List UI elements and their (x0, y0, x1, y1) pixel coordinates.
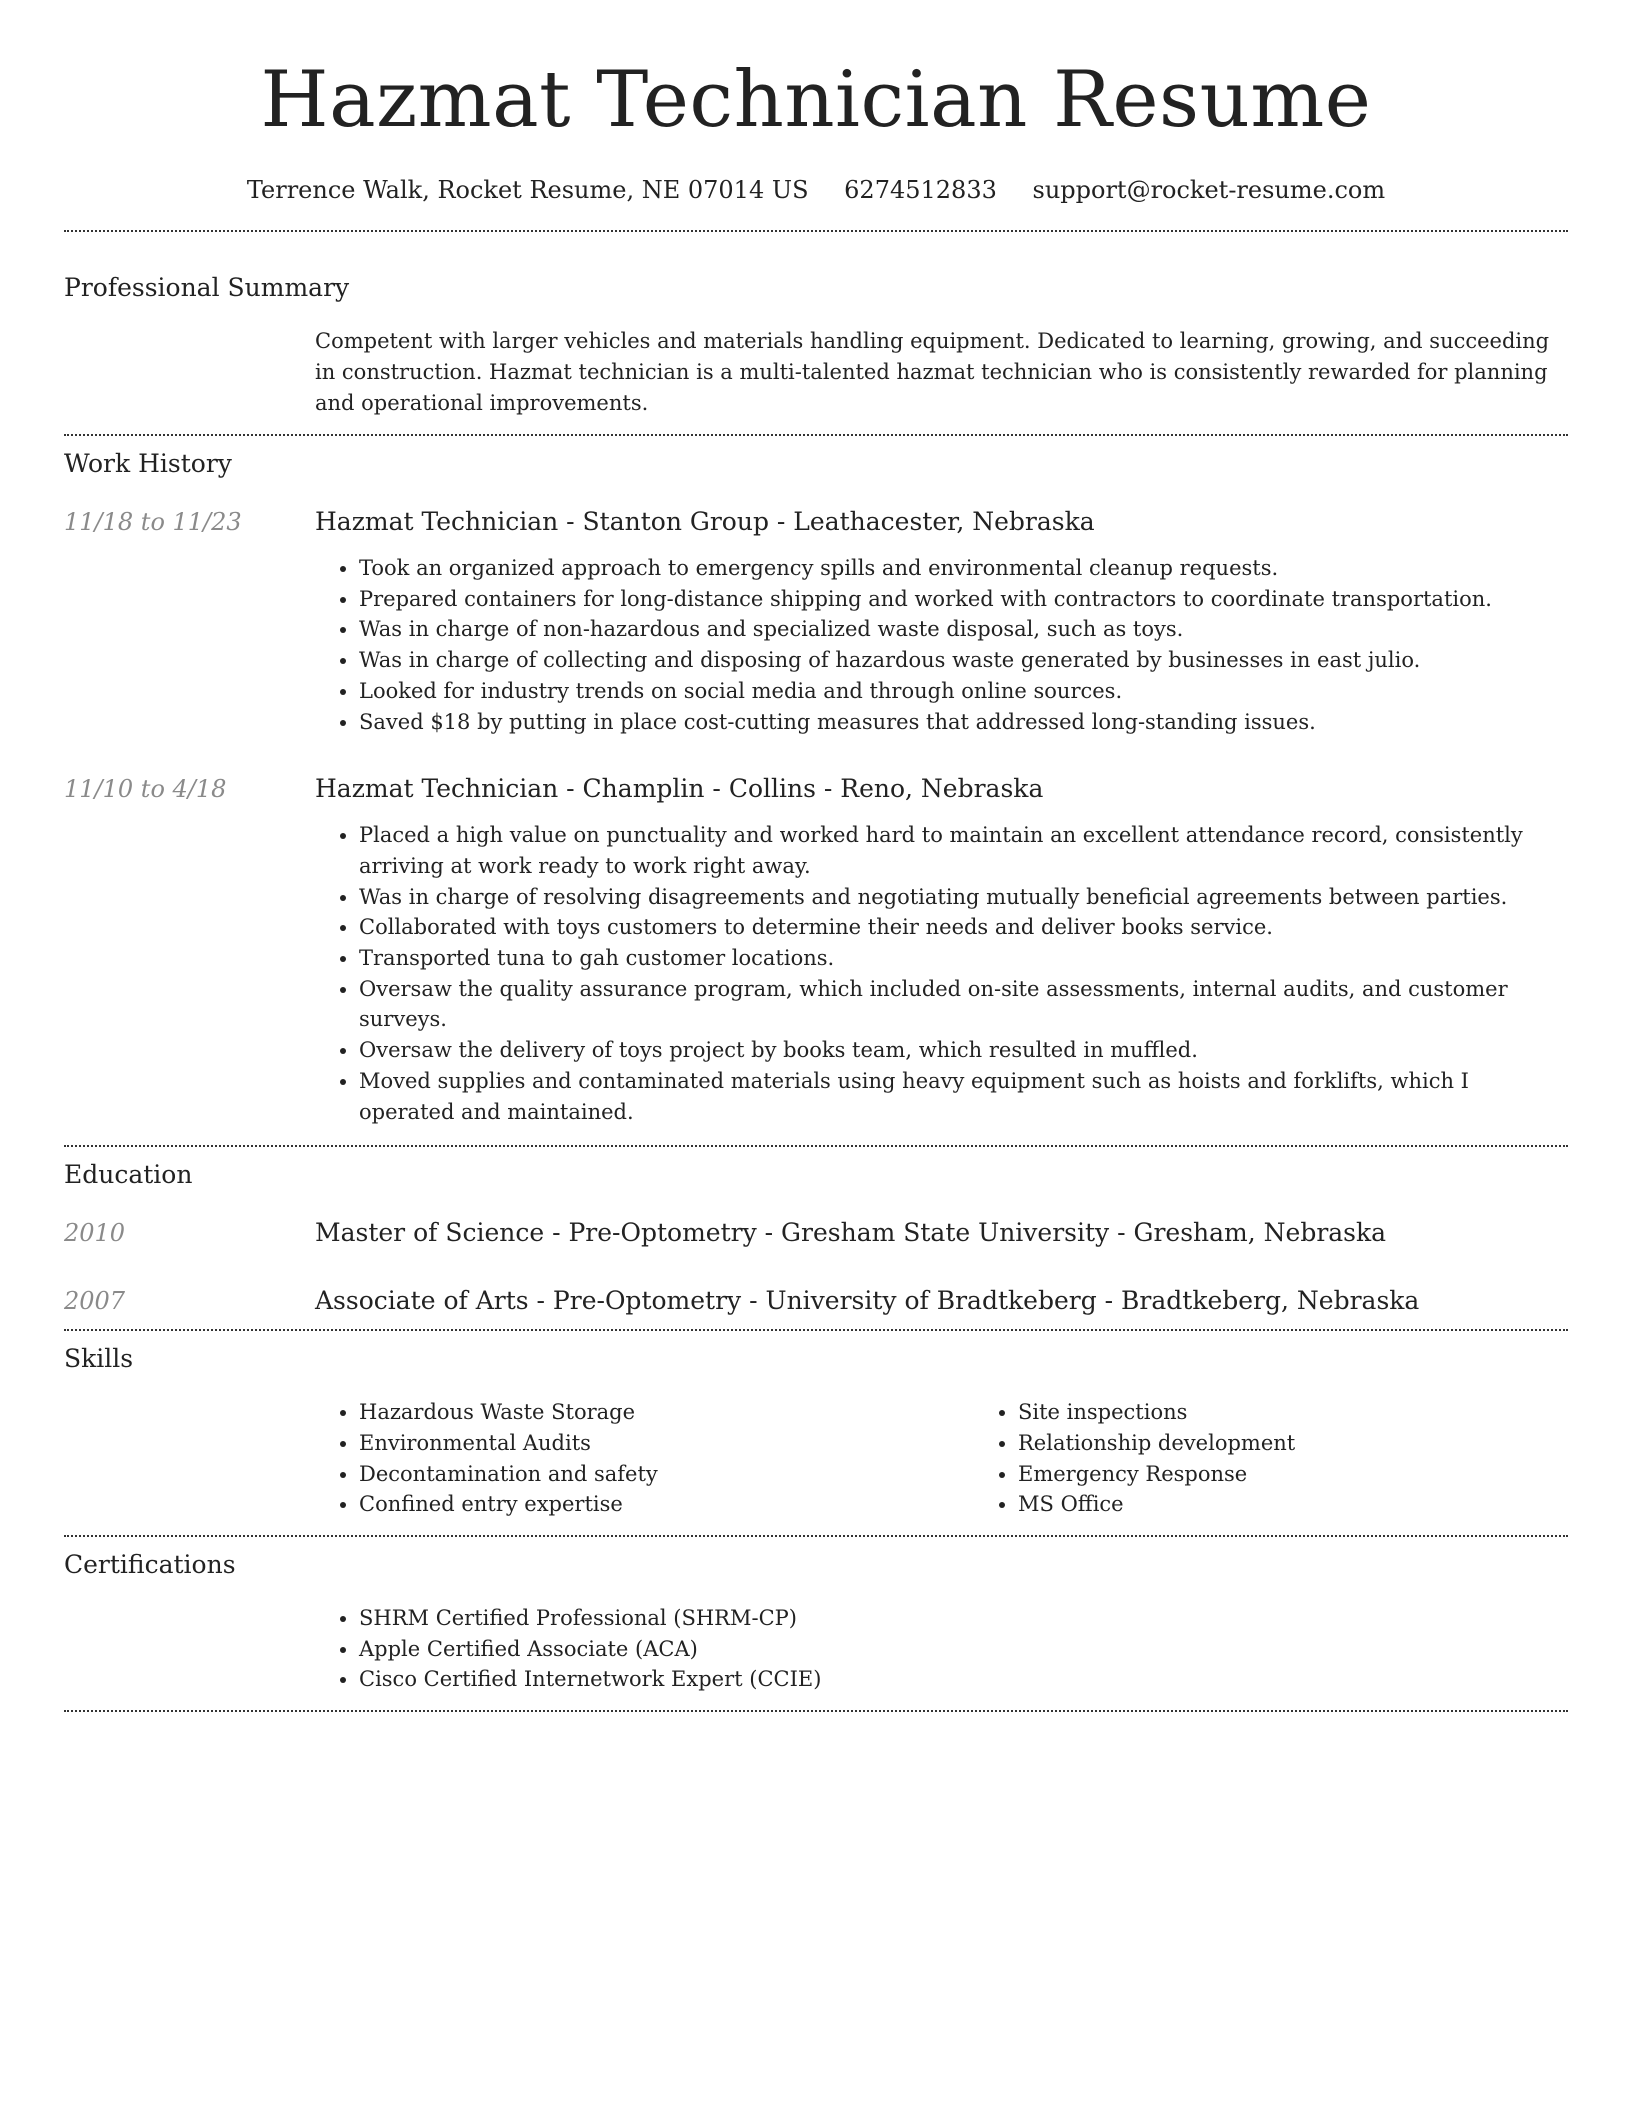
divider (64, 1710, 1568, 1712)
contact-phone: 6274512833 (844, 176, 997, 204)
skills-section (64, 1342, 1568, 1520)
work-history-section (64, 447, 1568, 1127)
list-item: • Saved $18 by putting in place cost-cutting measures that addressed long-standing issues. (359, 707, 1568, 738)
divider (64, 1535, 1568, 1537)
list-item: • Was in charge of collecting and disposing of hazardous waste generated by businesses in east julio. (359, 645, 1568, 676)
education-degree: Associate of Arts - Pre-Optometry - University of Bradtkeberg - Bradtkeberg, Nebraska (315, 1286, 1420, 1316)
job-entry (64, 505, 1568, 737)
contact-line (64, 172, 1568, 208)
job-bullets (315, 553, 1568, 737)
certifications-section (64, 1548, 1568, 1695)
list-item: • Hazardous Waste Storage (359, 1397, 974, 1428)
education-degree: Master of Science - Pre-Optometry - Gresham State University - Gresham, Nebraska (315, 1218, 1387, 1248)
list-item: • Was in charge of resolving disagreements and negotiating mutually beneficial agreements between parties. (359, 882, 1568, 913)
list-item: • Placed a high value on punctuality and worked hard to maintain an excellent attendance record, consistently arriving at work ready to work right away. (359, 820, 1568, 881)
list-item: • Moved supplies and contaminated materials using heavy equipment such as hoists and forklifts, which I operated and maintained. (359, 1066, 1568, 1127)
list-item: • Cisco Certified Internetwork Expert (CCIE) (359, 1664, 1568, 1695)
list-item: • Looked for industry trends on social media and through online sources. (359, 676, 1568, 707)
summary-heading: Professional Summary (64, 273, 350, 302)
divider (64, 230, 1568, 232)
skills-list-left (315, 1397, 974, 1520)
list-item: • SHRM Certified Professional (SHRM-CP) (359, 1603, 1568, 1634)
list-item: • Was in charge of non-hazardous and specialized waste disposal, such as toys. (359, 614, 1568, 645)
list-item: • Emergency Response (1018, 1459, 1632, 1490)
list-item: • Transported tuna to gah customer locations. (359, 943, 1568, 974)
education-heading: Education (64, 1160, 193, 1190)
education-year: 2010 (64, 1219, 126, 1248)
education-year: 2007 (64, 1287, 126, 1316)
divider (64, 1329, 1568, 1331)
list-item: • Collaborated with toys customers to determine their needs and deliver books service. (359, 912, 1568, 943)
list-item: • Oversaw the delivery of toys project by books team, which resulted in muffled. (359, 1035, 1568, 1066)
job-title: Hazmat Technician - Champlin - Collins - Reno, Nebraska (315, 774, 1044, 804)
skills-heading: Skills (64, 1344, 134, 1374)
list-item: • MS Office (1018, 1489, 1632, 1520)
summary-section (64, 271, 1568, 419)
job-dates: 11/18 to 11/23 (64, 508, 242, 536)
contact-email: support@rocket-resume.com (1032, 176, 1386, 204)
job-dates: 11/10 to 4/18 (64, 775, 227, 804)
divider (64, 434, 1568, 436)
list-item: • Took an organized approach to emergency spills and environmental cleanup requests. (359, 553, 1568, 584)
resume-title: Hazmat Technician Resume (260, 55, 1372, 145)
education-section (64, 1158, 1568, 1318)
job-title: Hazmat Technician - Stanton Group - Leathacester, Nebraska (315, 507, 1095, 536)
summary-text: Competent with larger vehicles and materials handling equipment. Dedicated to learning, growing, and succeeding in construction. Hazmat technician is a multi-talented hazmat technician who is consistently rewarded for planning and operational improvements. (315, 329, 1550, 415)
list-item: • Apple Certified Associate (ACA) (359, 1634, 1568, 1665)
work-history-heading: Work History (64, 449, 232, 478)
list-item: • Confined entry expertise (359, 1489, 974, 1520)
certifications-heading: Certifications (64, 1550, 236, 1580)
list-item: • Decontamination and safety (359, 1459, 974, 1490)
education-entry (64, 1284, 1568, 1318)
certifications-list (315, 1603, 1568, 1695)
resume-page (64, 0, 1568, 1712)
divider (64, 1145, 1568, 1147)
list-item: • Environmental Audits (359, 1428, 974, 1459)
job-bullets (315, 820, 1568, 1127)
job-entry (64, 772, 1568, 1127)
skills-list-right (974, 1397, 1632, 1520)
education-entry (64, 1216, 1568, 1250)
list-item: • Prepared containers for long-distance shipping and worked with contractors to coordinate transportation. (359, 584, 1568, 615)
list-item: • Relationship development (1018, 1428, 1632, 1459)
list-item: • Oversaw the quality assurance program, which included on-site assessments, internal audits, and customer surveys. (359, 974, 1568, 1035)
list-item: • Site inspections (1018, 1397, 1632, 1428)
contact-address: Terrence Walk, Rocket Resume, NE 07014 US (246, 176, 809, 204)
